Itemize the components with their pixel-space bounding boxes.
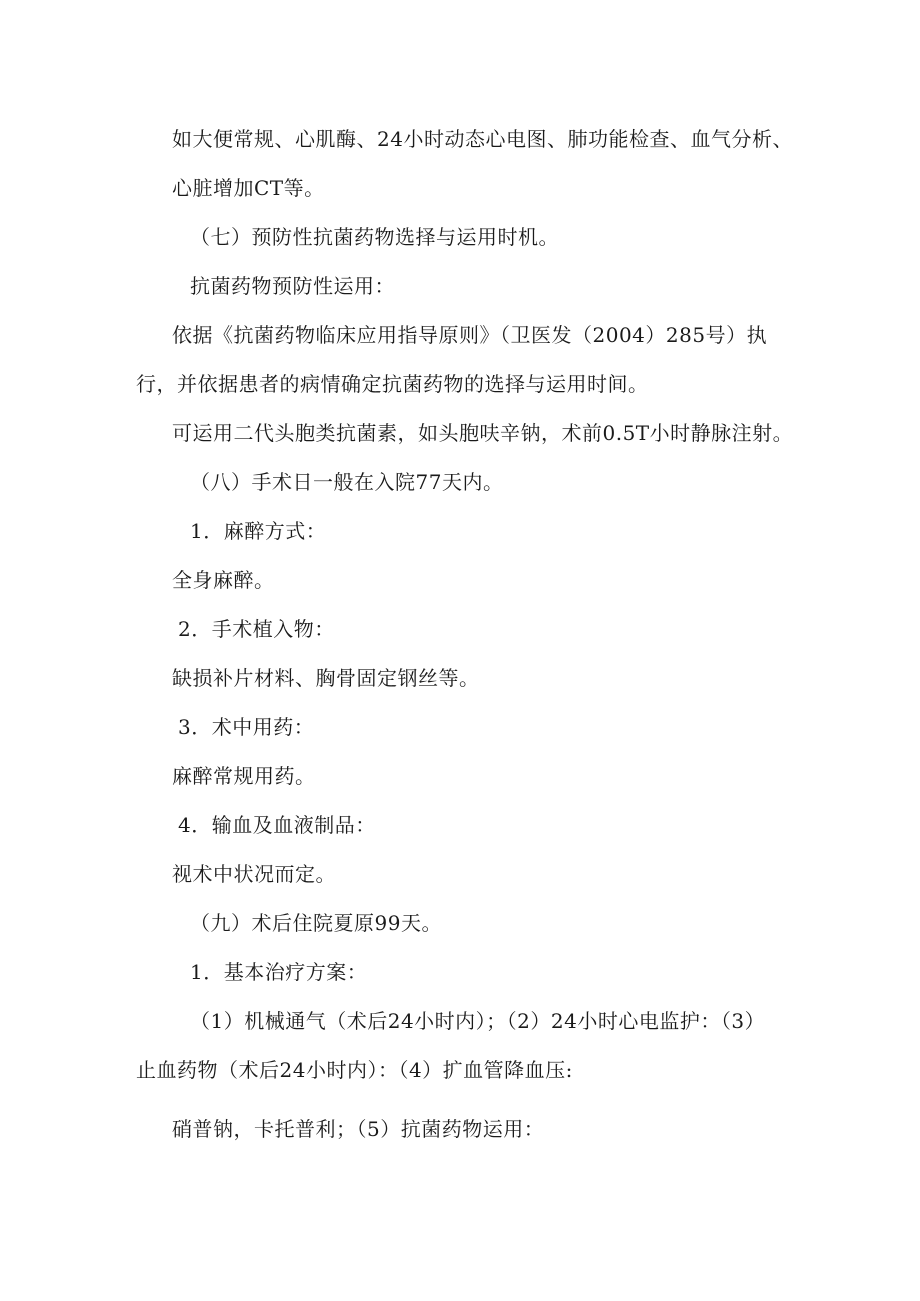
text-line-10: 全身麻醉。 xyxy=(172,568,275,592)
text-line-7: 可运用二代头胞类抗菌素，如头胞呋辛钠，术前0.5T小时静脉注射。 xyxy=(172,421,794,445)
item-heading-medication: 3．术中用药： xyxy=(178,715,315,739)
section-heading-8: （八）手术日一般在入院77天内。 xyxy=(190,470,504,494)
text-line-19: （1）机械通气（术后24小时内）；（2）24小时心电监护：（3） xyxy=(190,1009,766,1033)
text-line-1: 如大便常规、心肌酶、24小时动态心电图、肺功能检查、血气分析、 xyxy=(172,127,793,151)
item-heading-anesthesia: 1．麻醉方式： xyxy=(190,519,327,543)
text-line-12: 缺损补片材料、胸骨固定钢丝等。 xyxy=(172,666,480,690)
text-line-5: 依据《抗菌药物临床应用指导原则》（卫医发（2004）285号）执 xyxy=(172,323,768,347)
item-heading-implant: 2．手术植入物： xyxy=(178,617,335,641)
text-line-4: 抗菌药物预防性运用： xyxy=(190,274,395,298)
text-line-20: 止血药物（术后24小时内）：（4）扩血管降血压: xyxy=(136,1058,573,1082)
item-heading-treatment: 1．基本治疗方案： xyxy=(190,960,368,984)
section-heading-9: （九）术后住院夏原99天。 xyxy=(190,911,442,935)
text-line-2: 心脏增加CT等。 xyxy=(172,176,325,200)
section-heading-7: （七）预防性抗菌药物选择与运用时机。 xyxy=(190,225,559,249)
text-line-14: 麻醉常规用药。 xyxy=(172,764,316,788)
item-heading-transfusion: 4．输血及血液制品： xyxy=(178,813,376,837)
text-line-16: 视术中状况而定。 xyxy=(172,862,336,886)
text-line-6: 行，并依据患者的病情确定抗菌药物的选择与运用时间。 xyxy=(136,372,649,396)
text-line-21: 硝普钠，卡托普利；（5）抗菌药物运用： xyxy=(172,1117,545,1141)
